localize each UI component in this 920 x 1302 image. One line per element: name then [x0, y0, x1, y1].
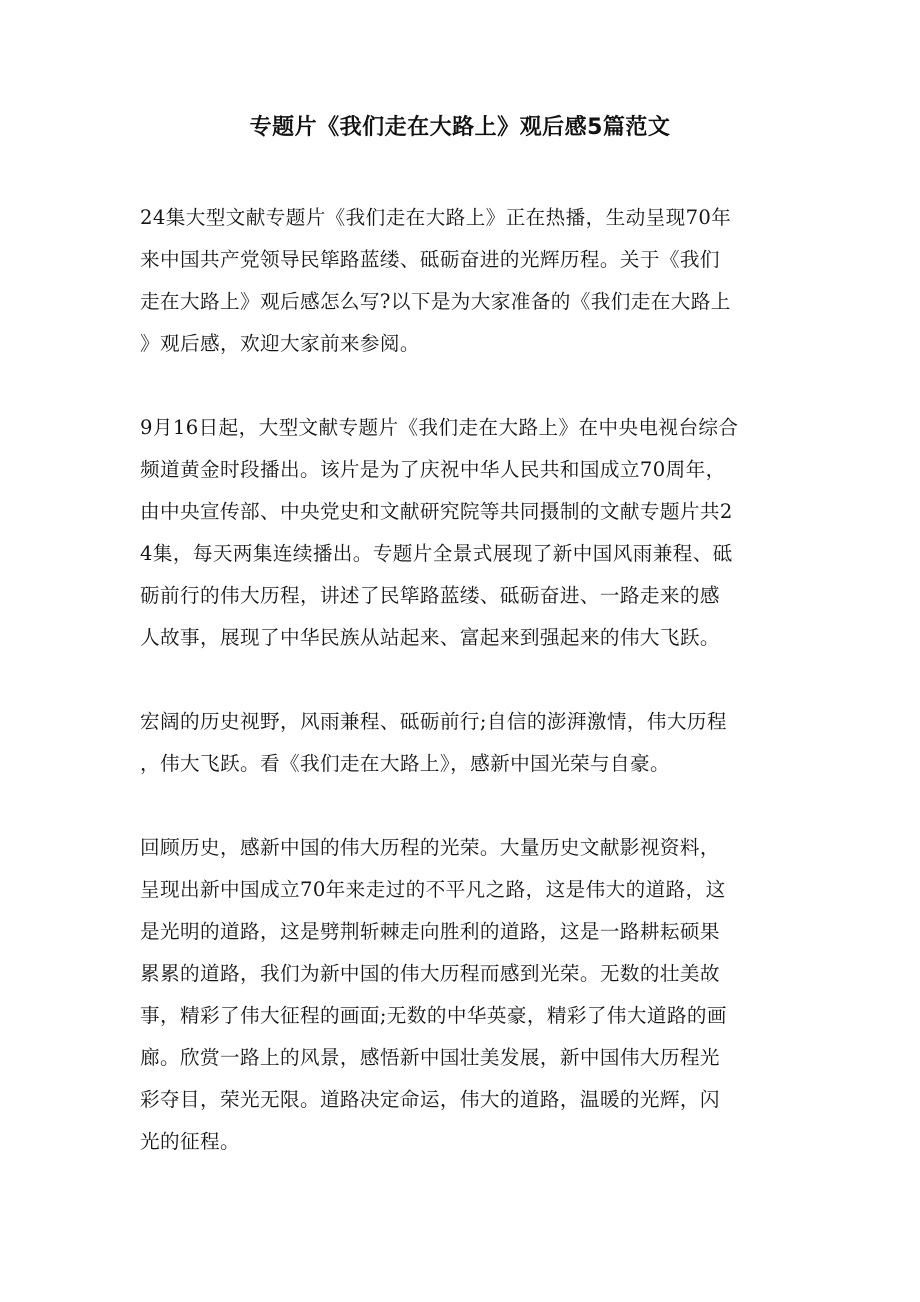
text-line: 》观后感，欢迎大家前来参阅。	[140, 332, 420, 355]
paragraph-history	[140, 827, 782, 1163]
text-line: 4集，每天两集连续播出。专题片全景式展现了新中国风雨兼程、砥	[140, 542, 733, 565]
text-line: 事，精彩了伟大征程的画面;无数的中华英豪，精彩了伟大道路的画	[140, 1004, 727, 1027]
text-line: 砺前行的伟大历程，讲述了民筚路蓝缕、砥砺奋进、一路走来的感	[140, 584, 720, 607]
document-body	[140, 197, 782, 1205]
text-line: 累累的道路，我们为新中国的伟大历程而感到光荣。无数的壮美故	[140, 962, 720, 985]
text-line: 彩夺目，荣光无限。道路决定命运，伟大的道路，温暖的光辉，闪	[140, 1088, 720, 1111]
text-line: 宏阔的历史视野，风雨兼程、砥砺前行;自信的澎湃激情，伟大历程	[140, 710, 727, 733]
text-line: 廊。欣赏一路上的风景，感悟新中国壮美发展，新中国伟大历程光	[140, 1046, 720, 1069]
paragraph-broadcast	[140, 407, 782, 659]
text-line: 人故事，展现了中华民族从站起来、富起来到强起来的伟大飞跃。	[140, 626, 720, 649]
text-line: 9月16日起，大型文献专题片《我们走在大路上》在中央电视台综合	[140, 416, 739, 439]
text-line: ，伟大飞跃。看《我们走在大路上》，感新中国光荣与自豪。	[140, 752, 671, 775]
text-line: 是光明的道路，这是劈荆斩棘走向胜利的道路，这是一路耕耘硕果	[140, 920, 720, 943]
text-line: 频道黄金时段播出。该片是为了庆祝中华人民共和国成立70周年，	[140, 458, 726, 481]
document-title: 专题片《我们走在大路上》观后感5篇范文	[249, 115, 671, 140]
text-line: 走在大路上》观后感怎么写?以下是为大家准备的《我们走在大路上	[140, 290, 731, 313]
paragraph-intro	[140, 197, 782, 365]
text-line: 24集大型文献专题片《我们走在大路上》正在热播，生动呈现70年	[140, 206, 732, 229]
text-line: 光的征程。	[140, 1130, 240, 1153]
text-line: 回顾历史，感新中国的伟大历程的光荣。大量历史文献影视资料，	[140, 836, 720, 859]
paragraph-vision	[140, 701, 782, 785]
text-line: 呈现出新中国成立70年来走过的不平凡之路，这是伟大的道路，这	[140, 878, 726, 901]
text-line: 由中央宣传部、中央党史和文献研究院等共同摄制的文献专题片共2	[140, 500, 733, 523]
text-line: 来中国共产党领导民筚路蓝缕、砥砺奋进的光辉历程。关于《我们	[140, 248, 720, 271]
